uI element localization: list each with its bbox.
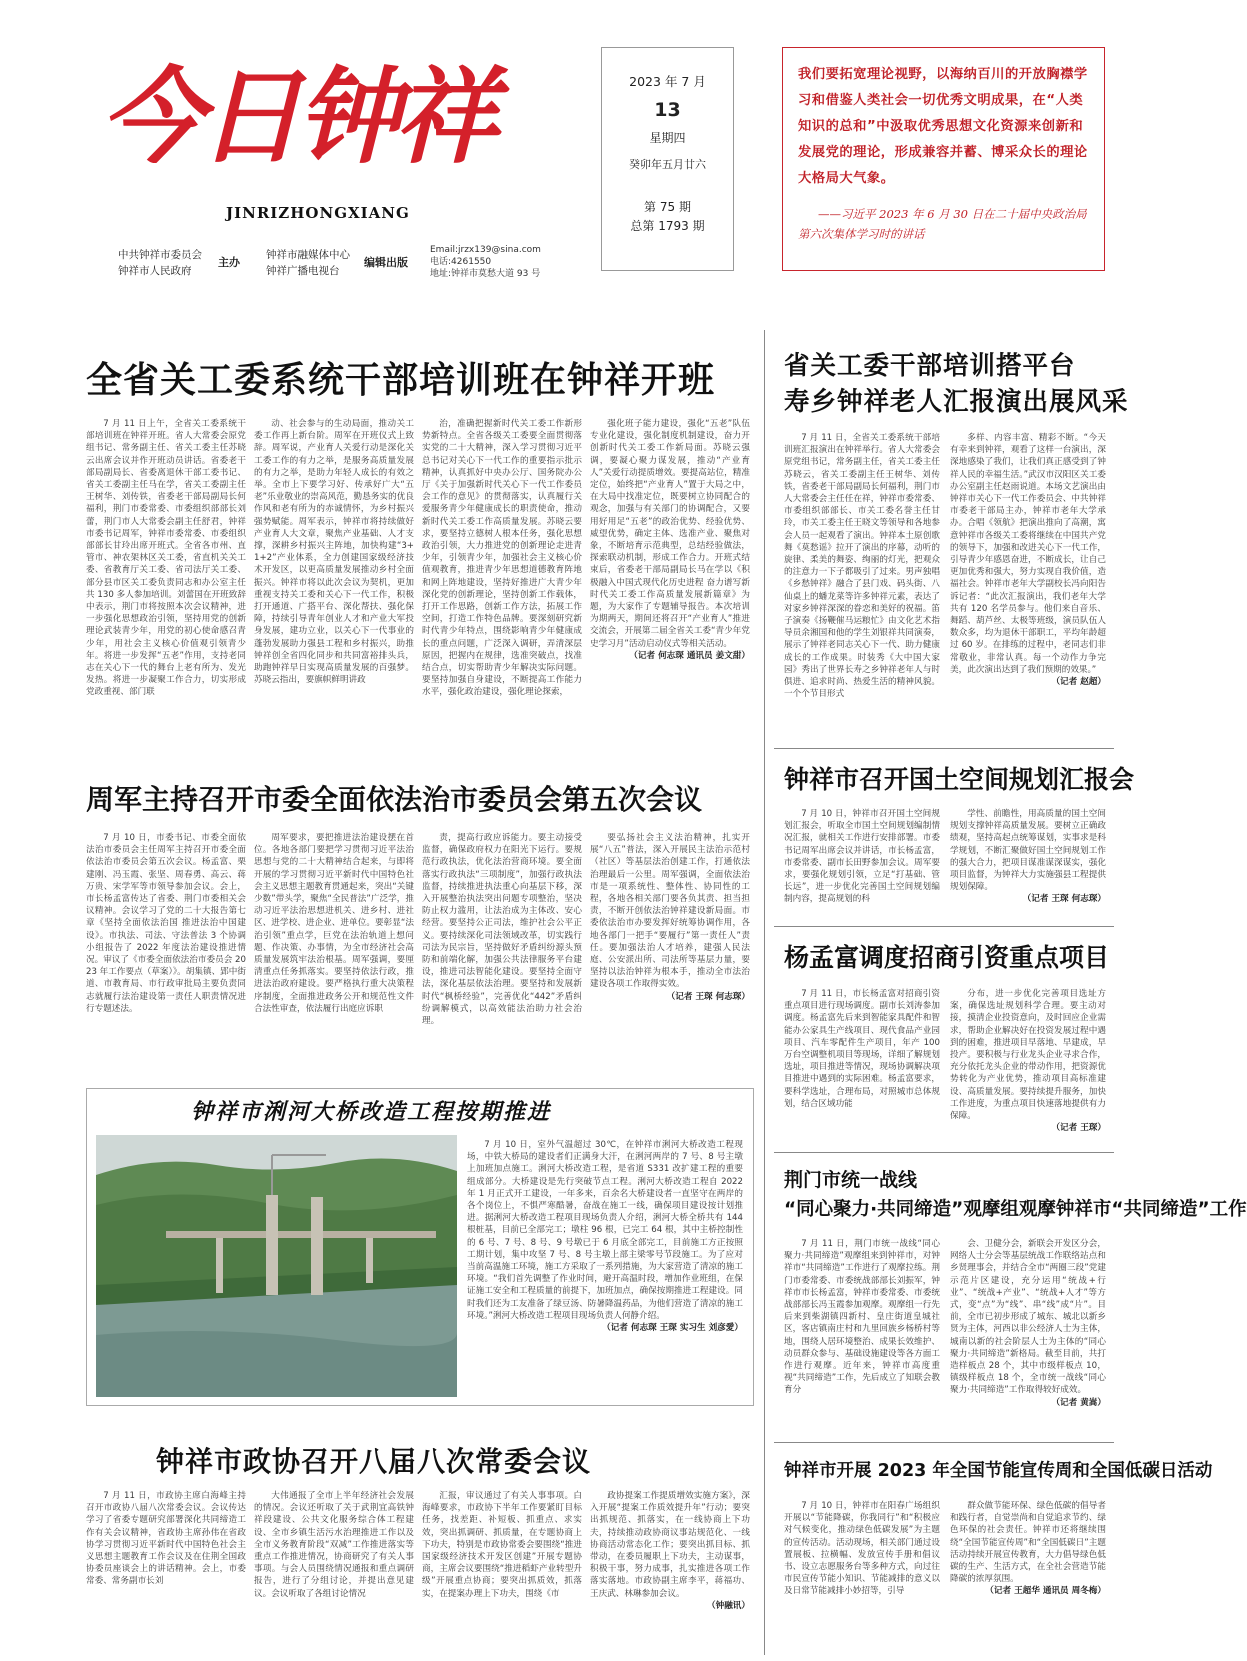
sponsor-government: 钟祥市人民政府 [118,265,192,277]
article-text: 大伟通报了全市上半年经济社会发展的情况。会议还听取了关于武荆宜高铁钟祥段建设、公共文化服务综合体工程建设、全市乡镇生活污水治理推进工作以及全市义务教育阶段“双减”工作推进落实等重点工作推进情况，协商研究了有关人事事项。与会人员围绕情况通报和重点调研报告，进行了分组讨论，并提出意见建议。会议听取了各组讨论情况 [254,1491,414,1599]
article-law-col-4 [590,832,750,1068]
contact-email: Email:jrzx139@sina.com [430,245,541,255]
date-box [601,47,734,271]
article-law-col-1 [86,832,246,1068]
article-text: 7 月 10 日，钟祥市在阳春广场组织开展以“节能降碳，你我同行”和“积极应对气候变化，推动绿色低碳发展”为主题的宣传活动。活动现场，相关部门通过设置展板、拉横幅、发放宣传手册和倡议书、设立志愿服务台等多种方式，向过往市民宣传节能小知识、节能减排的意义以及日常节能减排小妙招等，引导 [784,1501,940,1597]
total-issue-number: 总第 1793 期 [630,219,705,233]
article-training-col-3 [422,418,582,740]
article-text: 7 月 10 日，钟祥市召开国土空间规划汇报会，听取全市国土空间规划编制情况汇报，就相关工作进行安排部署。市委书记周军出席会议并讲话，市长杨孟富，市委常委、副市长田野参加会议。周军要求，要强化规划引领，立足“打基础、管长远”，进一步优化完善国土空间规划编制内容，提高规划的科 [784,809,940,905]
article-text: 7 月 11 日，市政协主席白海峰主持召开市政协八届八次常委会议。会议传达学习了省委专题研究部署深化共同缔造工作有关会议精神，省政协主席孙伟在省政协学习贯彻习近平新时代中国特色社会主义思想主题教育工作会议及在住荆全国政协委员座谈会上的讲话精神。会上，市委常委、常务副市长刘 [86,1491,246,1587]
article-investment-col-2 [950,988,1106,1136]
section-divider [774,926,1114,927]
photo-bridge-pier [266,1195,278,1295]
article-text: 学性、前瞻性，用高质量的国土空间规划支撑钟祥高质量发展。要树立正确政绩观，坚持高起点统筹谋划，实事求是科学规划，不断汇聚做好国土空间规划工作的强大合力，把项目谋准谋深谋实，强化项目监督，为钟祥大力实施强县工程提供规划保障。 [950,809,1106,893]
article-text: 7 月 11 日，荆门市统一战线“同心聚力·共同缔造”观摩组来到钟祥市，对钟祥市“共同缔造”工作进行了观摩拉练。荆门市委常委、市委统战部部长刘振军，钟祥市市长杨孟富，钟祥市委常委、市委统战部部长冯玉霞参加观摩。观摩组一行先后来到柴湖镇四新村、皇庄街道皇城社区，客店镇南庄村和九里回族乡杨桥村等地，围绕人居环境整治、成果长效维护、动员群众参与、基础设施建设等各方面工作进行观摩。近年来，钟祥市高度重视“共同缔造”工作，先后成立了知联会教育分 [784,1239,940,1396]
photo-bridge-pier [216,1238,223,1293]
contact-phone [430,256,541,268]
photo-bridge-pier [311,1197,323,1295]
article-law-col-2 [254,832,414,1068]
article-text: 7 月 11 日，全省关工委系统干部培训班汇报演出在钟祥举行。省人大常委会原党组书记，常务副主任，省关工委主任苏晓云，省关工委副主任王树华、刘传铁，省委老干部局副局长何福利，荆门市人大常委会主任任在祥，钟祥市委常委、市委组织部部长、市关工委名誉主任甘玲，市关工委主任王晓文等领导和各地参会人员一起观看了演出。钟祥本土原创歌舞《莫愁谣》拉开了演出的序幕，动听的旋律、柔美的舞姿、绚丽的灯光，把观众的注意力一下子都吸引了过来。男声独唱《乡愁钟祥》融合了县门戏、码头街、八仙桌上的蟠龙菜等许多钟祥元素，表达了对家乡钟祥深深的眷恋和美好的祝福。笛子演奏《扬鞭催马运粮忙》由文化艺术指导员余湘国和他的学生刘银祥共同演奏，展示了钟祥老同志关心下一代、助力健康成长的工作成果。时装秀《大中国大家园》秀出了世界长寿之乡钟祥老年人与时俱进、追求时尚、热爱生活的精神风貌。一个个节目形式 [784,433,940,700]
column-divider [764,330,765,1655]
sponsor-party-committee: 中共钟祥市委员会 [118,249,202,261]
headline-investment: 杨孟富调度招商引资重点项目 [784,943,1110,972]
article-planning-col-2 [950,808,1106,920]
article-text: 7 月 11 日上午，全省关工委系统干部培训班在钟祥开班。省人大常委会原党组书记、常务副主任、省关工委主任苏晓云出席会议并作开班动员讲话。省委老干部局副局长、省委离退休干部工委书记、省关工委副主任马在学，省关工委副主任王树华、刘传铁，省委老干部局副局长何福利，荆门市委常委、市委组织部部长刘蕾，荆门市人大常委会副主任舒君，钟祥市委书记周军，钟祥市委常委、市委组织部部长甘玲出席开班式。全省各市州、直管市、神农架林区关工委，省直机关关工委、省教育厅关工委、省司法厅关工委、部分县市区关工委负责同志和办公室主任共 130 多人参加培训。刘蕾国在开班致辞中表示，荆门市将按照本次会议精神，进一步强化思想政治引领，坚持用党的创新理论武装青少年，用党的初心使命感召青少年，用社会主义核心价值观引领青少年。将进一步发挥“五老”作用，支持老同志在关心下一代的舞台上老有所为、发光发热。将进一步凝聚工作合力，切实形成党政重视、部门联 [86,419,246,698]
article-text: 动、社会参与的生动局面，推动关工委工作再上新台阶。周军在开班仪式上致辞。周军说，产业育人关爱行动是深化关工委工作的有力之举，是服务高质量发展的有力之举，是助力年轻人成长的有效之举。全市上下要学习好、传承好广大“五老”乐业敬业的崇高风范，勤恳务实的优良作风和老有所为的赤诚情怀，为乡村振兴强势赋能。周军表示，钟祥市将持续做好产业育人大文章，聚焦产业基础、人才支撑，深耕乡村振兴主阵地，加快构建“3+1+2”产业体系，全力创建国家级经济技术开发区，以更高质量发展推动乡村全面振兴。钟祥市将以此次会议为契机，更加重视支持关工委和关心下一代工作，积极打开通道、广搭平台、深化帮扶、强化保障，持续引导青年创业人才和产业大军投身发展，建功立业，以关心下一代事业的蓬勃发展助力强县工程和乡村振兴，助推钟祥创全省四化同步和共同富裕排头兵，助跑钟祥早日实现高质量发展的百强梦。苏晓云指出，要旗帜鲜明讲政 [254,419,414,686]
contact-phone-number: 4261550 [451,257,492,267]
article-byline: （记者 王琛 何志琛） [1022,894,1106,905]
article-text: 7 月 10 日，市委书记、市委全面依法治市委员会主任周军主持召开市委全面依法治市委员会第五次会议。杨孟富、栗建刚、冯玉霞、张坚、周春勇、高云、蒋万贵、宋学军等市领导参加会议。会上，市长杨孟富传达了省委、荆门市委相关会议精神。会议学习了党的二十大报告第七章《坚持全面依法治国 推进法治中国建设》。市执法、司法、守法普法 3 个协调小组报告了 2022 年度法治建设推进情况。审议了《市委全面依法治市委员会 2023 年工作要点（草案）》。胡集镇、郢中街道、市教育局、市行政审批局主要负责同志就履行法治建设第一责任人职责情况进行专题述法。 [86,833,246,1014]
issue-number: 第 75 期 [644,200,691,214]
article-training-col-4 [590,418,750,740]
bridge-feature-box [86,1088,754,1406]
headline-rule-of-law-meeting: 周军主持召开市委全面依法治市委员会第五次会议 [86,783,703,816]
bridge-construction-photo [96,1135,457,1397]
article-cppcc-col-3 [422,1490,582,1652]
article-text: 治，准确把握新时代关工委工作新形势新特点。全省各级关工委要全面贯彻落实党的二十大精神，深入学习贯彻习近平总书记对关心下一代工作的重要指示批示精神，认真抓好中央办公厅、国务院办公厅《关于加强新时代关心下一代工作委员会工作的意见》的贯彻落实，认真履行关爱服务青少年健康成长的职责使命，推动新时代关工委工作高质量发展。苏晓云要求，要坚持立德树人根本任务，强化思想政治引领，大力推进党的创新理论走进青少年，引领青少年，加强社会主义核心价值观教育，推进青少年思想道德教育阵地和网上阵地建设，坚持好推进广大青少年深化党的创新理论，坚持创新工作载体，打开工作思路，创新工作方法，拓展工作空间，打造工作特色品牌。要深刻研究新时代青少年特点，围绕影响青少年健康成长的重点问题，广泛深入调研，弄清深层原因，把握内在规律，选准突破点，找准结合点，切实帮助青少年解决实际问题。要坚持加强自身建设，不断提高工作能力水平，强化政治建设，强化理论探索， [422,419,582,698]
masthead-logo: 今日钟祥 [100,55,493,178]
section-divider [774,1442,1114,1443]
headline-energy-week: 钟祥市开展 2023 年全国节能宣传周和全国低碳日活动 [784,1461,1213,1481]
article-performance-col-1 [784,432,940,744]
article-cppcc-col-4 [590,1490,750,1652]
article-text: 责，提高行政应诉能力。要主动接受监督，确保政府权力在阳光下运行。要规范行政执法，优化法治营商环境。要全面落实行政执法“三项制度”，加强行政执法监督，持续推进执法重心向基层下移，深入开展整治执法突出问题专项整治，坚决防止权力滥用，让法治成为主体改、安心经营。要坚持公正司法，维护社会公平正义。要持续深化司法领域改革，切实践行司法为民宗旨，坚持做好矛盾纠纷源头预防和前端化解，加强公共法律服务平台建设，推进司法智能化建设。要坚持全面守法，深化基层依法治理。要坚持和发展新时代“枫桥经验”，完善优化“442”矛盾纠纷调解模式，以高效能法治助力社会治理。 [422,833,582,1027]
headline-performance-line-2: 寿乡钟祥老人汇报演出展风采 [784,387,1129,417]
article-energy-col-2 [950,1500,1106,1652]
headline-land-planning: 钟祥市召开国土空间规划汇报会 [784,765,1135,794]
section-divider [774,1152,1114,1153]
headline-united-front-kicker: 荆门市统一战线 [784,1169,918,1191]
article-text: 多样、内容丰富、精彩不断。“今天有幸来到钟祥，观看了这样一台演出，深深地感染了我们，让我们真正感受到了钟祥人民的幸福生活。”武汉市汉阳区关工委办公室副主任赵雨说道。本场文艺演出由钟祥市关心下一代工作委员会、中共钟祥市委老干部局主办，钟祥市老年大学承办。合唱《领航》把演出推向了高潮，寓意钟祥市各级关工委将继续在中国共产党的领导下，加强和改进关心下一代工作，引导青少年感恩奋进，不断成长，让自己更加优秀和强大，努力实现自我价值，造福社会。钟祥市老年大学副校长冯向阳告诉记者：“此次汇报演出，我们老年大学共有 120 名学员参与。他们来自音乐、舞蹈、葫芦丝、太极等班级，演员队伍人数众多，均为退休干部职工，平均年龄超过 60 岁。在排练的过程中，老同志们非常敬业，非常认真。每一个动作力争完美，此次演出达到了我们预期的效果。” [950,433,1106,675]
article-byline: （记者 何志琛 王琛 实习生 刘彦愛） [602,1323,743,1334]
article-united-front-col-2 [950,1238,1106,1434]
headline-cppcc-meeting: 钟祥市政协召开八届八次常委会议 [156,1445,592,1478]
publisher-tv-station: 钟祥广播电视台 [266,265,340,277]
headline-training-class: 全省关工委系统干部培训班在钟祥开班 [86,360,716,401]
article-text: 7 月 10 日，室外气温超过 30℃，在钟祥市浰河大桥改造工程现场，中铁大桥局的建设者们正满身大汗，在浰河两岸的 7 号、8 号主墩上加班加点施工。浰河大桥改造工程，是省道 S331 改扩建工程的重要组成部分。大桥建设是先行突破节点工程。浰河大桥改造工程自 2022 年 1 月正式开工建设，一年多来，百余名大桥建设者一直坚守在两岸的各个岗位上，不惧严寒酷暑，奋战在施工一线，确保项目建设按计划推进。据浰河大桥改造工程项目现场负责人介绍，浰河大桥全桥共有 144 根桩基，目前已全部完工；墩柱 96 根，已完工 64 根，其中主桥控制性的 6 号、7 号、8 号、9 号墩已于 6 月底全部完工，目前施工方正按照工期计划，集中攻坚 7 号、8 号主墩上部主梁零号节段施工。为了应对当前高温施工环境，施工方采取了一系列措施，为大家营造了清凉的施工环境。“我们首先调整了作业时间，避开高温时段，增加作业班组，在保证施工安全和工程质量的前提下，加班加点，确保按期推进工程建设。同时我们还为工友准备了绿豆汤、防暑降温药品，为他们营造了清凉的施工环境。”浰河大桥改造工程项目现场负责人何静介绍。 [467,1140,743,1321]
headline-united-front: “同心聚力·共同缔造”观摩组观摩钟祥市“共同缔造”工作 [784,1199,1247,1220]
article-text: 分布，进一步优化完善项目选址方案，确保选址规划科学合理。要主动对接，摸清企业投资意向，及时回应企业需求，帮助企业解决好在投资发展过程中遇到的困难，推进项目早落地、早建成，早投产。要积极与行业龙头企业寻求合作，充分依托龙头企业的带动作用，把资源优势转化为产业优势，推动项目高标准建设、高质量发展。要持续提升服务，加快工作进度，为重点项目快速落地提供有力保障。 [950,989,1106,1122]
article-text: 强化班子能力建设，强化“五老”队伍专业化建设，强化制度机制建设，奋力开创新时代关工委工作新局面。苏晓云强调，要凝心聚力谋发展，推动“产业育人”关爱行动提质增效。要提高站位，精准定位，始终把“产业育人”置于大局之中，在大局中找准定位，既要树立协同配合的观念，加强与有关部门的协调配合，又要用好用足“五老”的政治优势、经验优势、威望优势，确定主体、选准产业、聚焦对象，不断培育示范典型，总结经验做法，探索联动机制，形成工作合力。开班式结束后，省委老干部局副局长马在学以《积极融入中国式现代化历史进程 奋力谱写新时代关工委工作高质量发展新篇章》为题，为大家作了专题辅导报告。本次培训为期两天，期间还将召开“产业育人”推进交流会，开展第二届全省关工委“青少年党史学习月”活动启动仪式等相关活动。 [590,419,750,649]
publisher-media-center: 钟祥市融媒体中心 [266,249,350,261]
article-text: 会、卫健分会，新联会开发区分会，网络人士分会等基层统战工作联络站点和乡贤理事会，并结合全市“两圈三段”党建示范片区建设，充分运用“统战+行业”、“统战+产业”、“统战+人才”等方式，变“点”为“线”、串“线”成“片”。目前，全市已初步形成了城东、城北以新乡贤为主体，河西以非公经济人士为主体，城南以新的社会阶层人士为主体的“同心聚力·共同缔造”新格局。截至目前，共打造样板点 28 个，其中市级样板点 10，镇级样板点 18 个，全市统一战线“同心聚力·共同缔造”工作取得较好成效。 [950,1239,1106,1396]
contact-address: 地址:钟祥市莫愁大道 93 号 [430,269,541,279]
quote-box [782,47,1105,271]
article-text: 7 月 11 日，市长杨孟富对招商引资重点项目进行现场调度。副市长刘涛参加调度。杨孟富先后来到智能家具配件和智能办公家具生产线项目、现代食品产业园项目、汽车零配件生产项目，年产 100 万台空调整机项目等现场，详细了解规划选址，项目推进等情况，现场协调解决项目推进中遇到的实际困难。杨孟富要求，要科学选址，合理布局，对照城市总体规划，结合区域功能 [784,989,940,1109]
section-divider [774,748,1114,749]
masthead-pinyin: JINRIZHONGXIANG [226,204,410,222]
article-byline: （记者 王琛） [1051,1123,1106,1134]
article-training-col-1 [86,418,246,740]
article-cppcc-col-2 [254,1490,414,1652]
article-text: 群众做节能环保、绿色低碳的倡导者和践行者，自觉崇尚和自觉追求节约、绿色环保的社会责任。钟祥市还将继续围绕“全国节能宣传周”和“全国低碳日”主题活动持续开展宣传教育，大力倡导绿色低碳的生产、生活方式，在全社会营造节能降碳的浓厚氛围。 [950,1501,1106,1585]
article-text: 汇报，审议通过了有关人事事项。白海峰要求，市政协下半年工作要紧盯目标任务，找差距、补短板、抓重点、求实效，突出抓调研、抓质量，在专题协商上下功夫，特别是市政协常委会要围绕“推进国家级经济技术开发区创建”开展专题协商，主席会议要围绕“推进稻虾产业转型升级”开展重点协商；要突出抓质效，抓落实，在提案办理上下功夫，围绕《市 [422,1491,582,1599]
article-text: 要弘扬社会主义法治精神，扎实开展“八五”普法，深入开展民主法治示范村（社区）等基层法治创建工作，打通依法治理最后一公里。周军强调，全面依法治市是一项系统性、整体性、协同性的工程，各地各相关部门要各负其责、担当担责，不断开创依法治钟祥建设新局面。市委依法治市办要发挥好统筹协调作用，各地各部门一把手“要履行”第一责任人”责任。要加强法治人才培养，建强人民法庭、公安派出所、司法所等基层力量，要坚持以法治钟祥为根本手，推动全市法治建设各项工作取得实效。 [590,833,750,990]
article-investment-col-1 [784,988,940,1136]
article-training-col-2 [254,418,414,740]
article-united-front-col-1 [784,1238,940,1434]
contact-phone-label: 电话: [430,257,452,267]
article-byline: （记者 王超华 通讯员 周冬梅） [985,1586,1106,1597]
article-byline: （记者 黄嵩） [1051,1397,1106,1408]
article-energy-col-1 [784,1500,940,1652]
contact-info [430,244,541,280]
date-day: 13 [654,99,681,121]
headline-performance-line-1: 省关工委干部培训搭平台 [784,351,1076,381]
article-cppcc-col-1 [86,1490,246,1652]
publisher-tag: 编辑出版 [364,256,408,269]
article-planning-col-1 [784,808,940,920]
quote-source: ——习近平 2023 年 6 月 30 日在二十届中央政治局第六次集体学习时的讲话 [798,207,1087,241]
headline-performance [784,348,1129,420]
photo-bridge-pier [366,1238,373,1283]
article-performance-col-2 [950,432,1106,744]
article-text: 周军要求，要把推进法治建设摆在首位。各地各部门要把学习贯彻习近平法治思想与党的二十大精神结合起来，与即将开展的学习贯彻习近平新时代中国特色社会主义思想主题教育贯通起来，突出“关键少数”带头学，聚焦“全民普法”广泛学，推动习近平法治思想进机关、进乡村、进社区、进学校、进企业、进单位。要彰显“法治引领”重点学，巨党在法治轨道上想问题、作决策、办事情，为全市经济社会高质量发展筑牢法治根基。周军强调，要厘清重点任务抓落实。要坚持依法行政，推进法治政府建设。要严格执行重大决策程序制度，全面推进政务公开和规范性文件合法性审查，依法履行出庭应诉职 [254,833,414,1014]
article-text: 政协提案工作提质增效实施方案》，深入开展“提案工作质效提升年”行动；要突出抓规范、抓落实，在一线协商上下功夫，持续推动政协商议事站规范化、一线协商活动常态化工作；要突出抓目标、抓带动，在委员履职上下功夫，主动谋事，积极干事，努力成事，扎实推进各项工作落实落地。市政协副主席李平，蒋福功、王庆武、林琳参加会议。 [590,1491,750,1599]
article-byline: （记者 赵超） [1051,677,1106,688]
date-lunar: 癸卯年五月廿六 [629,158,706,171]
article-byline: （钟融讯） [707,1600,750,1611]
quote-text: 我们要拓宽理论视野，以海纳百川的开放胸襟学习和借鉴人类社会一切优秀文明成果，在“人类知识的总和”中汲取优秀思想文化资源来创新和发展党的理论，形成兼容并蓄、博采众长的理论大格局大气象。 [798,67,1088,186]
date-weekday: 星期四 [649,131,686,145]
photo-bridge-deck [166,1231,436,1238]
date-year-month: 2023 年 7 月 [629,74,706,89]
feature-title: 钟祥市浰河大桥改造工程按期推进 [191,1099,552,1125]
photo-illustration [96,1135,457,1397]
article-bridge-text [467,1139,743,1401]
article-law-col-3 [422,832,582,1068]
article-byline: （记者 王琛 何志琛） [666,991,750,1002]
article-byline: （记者 何志琛 通讯员 姜文甜） [629,650,750,661]
sponsor-tag: 主办 [218,256,240,269]
